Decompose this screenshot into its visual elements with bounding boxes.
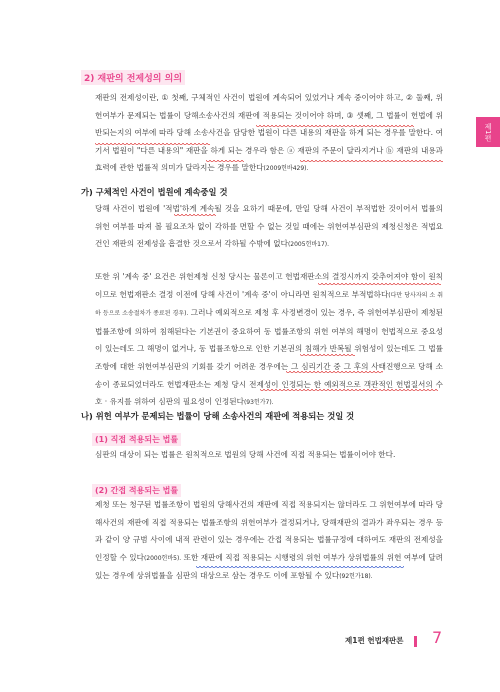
underline-mark [256,125,414,128]
section-ga-p2-text-a: 또한 위 '계속 중' 요건은 위헌제청 신청 당시는 물론이고 헌법재판소의 결정시까지 갖추어져야 함이 원칙이므로 헌법재판소 결정 이전에 당해 사건이 '계속 중'이 아니라면 원칙적으로 부적법하다 [95,272,443,299]
underline-mark [196,566,404,569]
section-ga-p2-citation-2: (93헌가7). [243,399,274,407]
underline-mark [260,389,438,392]
footer-divider [414,636,417,647]
footer-chapter-title: 제1편 헌법재판론 [345,636,404,645]
underline-mark [300,160,443,163]
subsection-indirect-citation-2: (92헌가18). [339,573,373,581]
underline-mark [300,354,355,357]
section-ga-p1-citation: (2005헌바17). [287,241,330,249]
subsection-indirect-text: 제청 또는 청구된 법률조항이 법원의 당해사건의 재판에 직접 적용되지는 않더라도 그 위헌여부에 따라 당해사건의 재판에 직접 적용되는 법률조항의 위헌여부가 결정되거나, 당해재판의 결과가 좌우되는 경우 등과 같이 양 규범 사이에 내적 관련이 있는 경우에는 간접 적용되는 법률규정에 대하여도 재판의 전제성을 인정할 수 있다 [95,500,443,562]
section-ga-p2-text-b: 그러나 예외적으로 제청 후 사정변경이 있는 경우, 즉 위헌여부심판이 제청된 법률조항에 의하여 침해된다는 기본권이 중요하여 동 법률조항의 위헌 여부의 해명이 헌법적으로 중요성이 있는데도 그 해명이 없거나, 동 법률조항으로 인한 기본권의 침해가 반복될 위험성이 있는데도 그 법률조항에 대한 위헌여부심판의 기회를 갖기 어려운 경우에는 그 심리기간 중 그 후의 사태진행으로 당해 소송이 종료되었더라도 헌법재판소는 제청 당시 전제성이 인정되는 한 예외적으로 객관적인 헌법질서의 수호 · 유지를 위하여 심판의 필요성이 인정된다 [95,308,443,407]
underline-mark [286,371,383,374]
section-heading-ga: 가) 구체적인 사건이 법원에 계속중일 것 [81,187,228,197]
page-number: 7 [432,628,443,647]
underline-mark [174,214,216,217]
section-meaning-body [95,89,443,178]
section-meaning-text: 재판의 전제성이란, ① 첫째, 구체적인 사건이 법원에 계속되어 있었거나 계속 중이어야 하고, ② 둘째, 위헌여부가 문제되는 법률이 당해소송사건의 재판에 적용되는 것이어야 하며, ③ 셋째, 그 법률이 헌법에 위반되는지의 여부에 따라 당해 소송사건을 담당한 법원이 다른 내용의 재판을 하게 되는 경우를 말한다. 여기서 법원이 "다른 내용의" 재판을 하게 되는 경우라 함은 ⓐ 재판의 주문이 달라지거나 ⓑ 재판의 내용과 효력에 관한 법률적 의미가 달라지는 경우를 말한다 [95,93,443,173]
section-meaning-citation: (2009헌바429). [263,165,309,173]
subsection-indirect-citation-1: (2000헌바5). [143,554,182,562]
underline-mark [95,143,210,146]
section-heading-na: 나) 위헌 여부가 문제되는 법률이 당해 소송사건의 재판에 적용되는 것일 것 [81,411,355,421]
underline-mark [206,160,244,163]
section-ga-para-1 [95,200,443,254]
section-ga-p1-text: 당해 사건이 법원에 '적법'하게 계속될 것을 요하기 때문에, 만일 당해 사건이 부적법한 것이어서 법률의 위헌 여부를 따져 볼 필요조차 없이 각하를 면할 수 없는 것일 때에는 위헌여부심판의 제청신청은 적법요건인 재판의 전제성을 흠결한 것으로서 각하될 수밖에 없다 [95,204,443,249]
section-heading-meaning: 2) 재판의 전제성의 의의 [81,70,185,85]
subsection-direct-body: 심판의 대상이 되는 법률은 원칙적으로 법원의 당해 사건에 직접 적용되는 법률이어야 한다. [95,450,396,459]
subsection-indirect-body [95,496,443,586]
section-ga-p2-citation-1: (다만 당사자의 소 취하 등으로 소송절차가 종료된 경우). [95,291,443,318]
chapter-side-tab[interactable]: 제1편 [476,117,500,147]
underline-mark [318,283,441,286]
subsection-heading-direct: (1) 직접 적용되는 법률 [92,433,181,446]
subsection-heading-indirect: (2) 간접 적용되는 법률 [92,484,181,497]
subsection-indirect-text-2: 또한 재판에 직접 적용되는 시행령의 위헌 여부가 상위법률의 위헌 여부에 달려 있는 경우에 상위법률을 심판의 대상으로 삼는 경우도 이에 포함될 수 있다 [95,552,443,581]
